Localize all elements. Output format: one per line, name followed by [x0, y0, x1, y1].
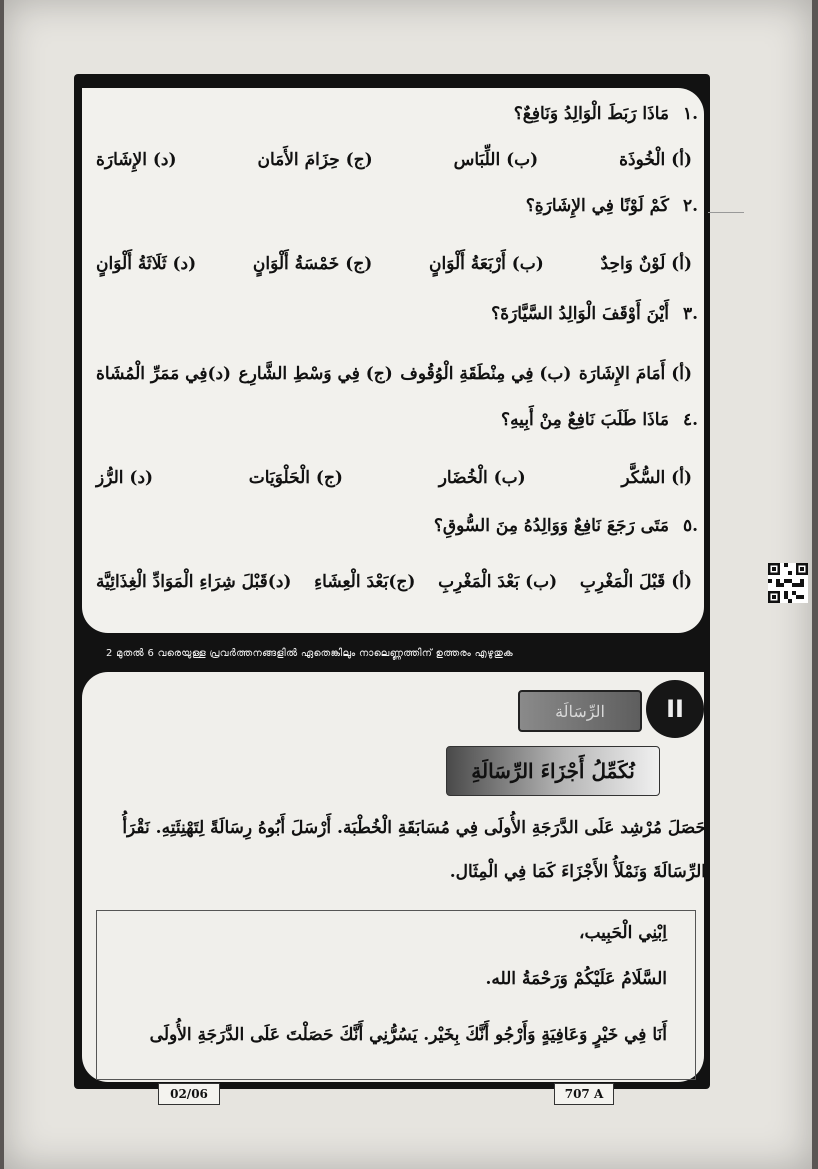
question-text: أَيْنَ أَوْقَفَ الْوَالِدُ السَّيَّارَةَ؟ [491, 304, 670, 324]
letter-body: أَنَا فِي خَيْرٍ وَعَافِيَةٍ وَأَرْجُو أَنَّكَ بِخَيْر. يَسُرُّنِي أَنَّكَ حَصَلْتَ عَلَى الدَّرَجَةِ الأُولَى [149, 1025, 667, 1045]
option-c: (ج) الْحَلْوَيَات [248, 468, 343, 488]
options-2 [96, 254, 692, 274]
option-a: (أ) السُّكَّر [621, 468, 692, 488]
options-4 [96, 468, 692, 488]
option-b: (ب) اللِّبَاس [453, 150, 539, 170]
option-a: (أ) لَوْنٌ وَاحِدٌ [600, 254, 692, 274]
option-b: (ب) فِي مِنْطَقَةِ الْوُقُوف [400, 364, 572, 384]
option-a: (أ) أَمَامَ الإِشَارَة [578, 364, 692, 384]
question-3 [491, 304, 698, 324]
paper-code: 707 A [564, 1087, 604, 1101]
option-d: (د) الإِشَارَة [96, 150, 177, 170]
qr-code-icon [768, 563, 808, 603]
options-1 [96, 150, 692, 170]
question-5 [434, 516, 698, 536]
letter-salam: السَّلَامُ عَلَيْكُمْ وَرَحْمَةُ الله. [485, 969, 667, 989]
section-number: II [666, 695, 684, 723]
question-number: .١ [682, 104, 698, 124]
option-c: (ج) فِي وَسْطِ الشَّارِع [238, 364, 393, 384]
question-text: مَتَى رَجَعَ نَافِعٌ وَوَالِدُهُ مِنَ السُّوقِ؟ [433, 516, 670, 536]
section-number-badge [646, 680, 704, 738]
option-c: (ج)بَعْدَ الْعِشَاءِ [314, 572, 416, 592]
question-2 [526, 196, 698, 216]
option-c: (ج) خَمْسَةُ أَلْوَانٍ [252, 254, 373, 274]
section-tab [518, 690, 642, 732]
page-number: 02/06 [170, 1087, 208, 1101]
option-d: (د)قَبْلَ شِرَاءِ الْمَوَادِّ الْغِذَائِيَّة [96, 572, 292, 592]
option-b: (ب) بَعْدَ الْمَغْرِبِ [438, 572, 558, 592]
section-tab-label: الرِّسَالَة [555, 701, 605, 721]
option-d: (د) ثَلَاثَةُ أَلْوَانٍ [96, 254, 197, 274]
question-text: مَاذَا طَلَبَ نَافِعٌ مِنْ أَبِيهِ؟ [501, 410, 670, 430]
question-text: كَمْ لَوْنًا فِي الإِشَارَةِ؟ [525, 196, 670, 216]
question-number: .٢ [682, 196, 698, 216]
section-title [446, 746, 660, 796]
instruction-banner [82, 640, 704, 666]
question-text: مَاذَا رَبَطَ الْوَالِدُ وَنَافِعٌ؟ [513, 104, 670, 124]
intro-line-2: الرِّسَالَةَ وَنَمْلَأُ الأَجْزَاءَ كَمَا فِي الْمِثَال. [449, 862, 706, 882]
letter-box [96, 910, 696, 1080]
question-1 [514, 104, 698, 124]
option-d: (د) الرُّز [96, 468, 154, 488]
option-b: (ب) الْخُضَار [438, 468, 526, 488]
intro-line-1: حَصَلَ مُرْشِد عَلَى الدَّرَجَةِ الأُولَى فِي مُسَابَقَةِ الْخُطْبَة. أَرْسَلَ أَبُوهُ رِسَالَةً لِتَهْنِئَتِهِ. نَقْرَأُ [122, 818, 706, 838]
question-number: .٣ [682, 304, 698, 324]
paper-code-tag [554, 1083, 614, 1105]
section-title-text: نُكَمِّلُ أَجْزَاءَ الرِّسَالَةِ [471, 759, 635, 783]
option-c: (ج) حِزَامَ الأَمَان [257, 150, 373, 170]
letter-greeting: اِبْنِي الْحَبِيب، [579, 923, 667, 943]
option-b: (ب) أَرْبَعَةُ أَلْوَانٍ [429, 254, 544, 274]
instruction-text: 2 മുതൽ 6 വരെയുള്ള പ്രവർത്തനങ്ങളിൽ ഏതെങ്കിലും നാലെണ്ണത്തിന് ഉത്തരം എഴുതുക [106, 647, 514, 659]
options-3 [96, 364, 692, 384]
page-number-tag [158, 1083, 220, 1105]
option-a: (أ) قَبْلَ الْمَغْرِبِ [579, 572, 692, 592]
option-d: (د)فِي مَمَرِّ الْمُشَاة [96, 364, 232, 384]
question-number: .٤ [682, 410, 698, 430]
question-number: .٥ [682, 516, 698, 536]
options-5 [96, 572, 692, 592]
margin-mark [708, 212, 744, 213]
question-4 [501, 410, 698, 430]
option-a: (أ) الْخُوذَة [619, 150, 692, 170]
